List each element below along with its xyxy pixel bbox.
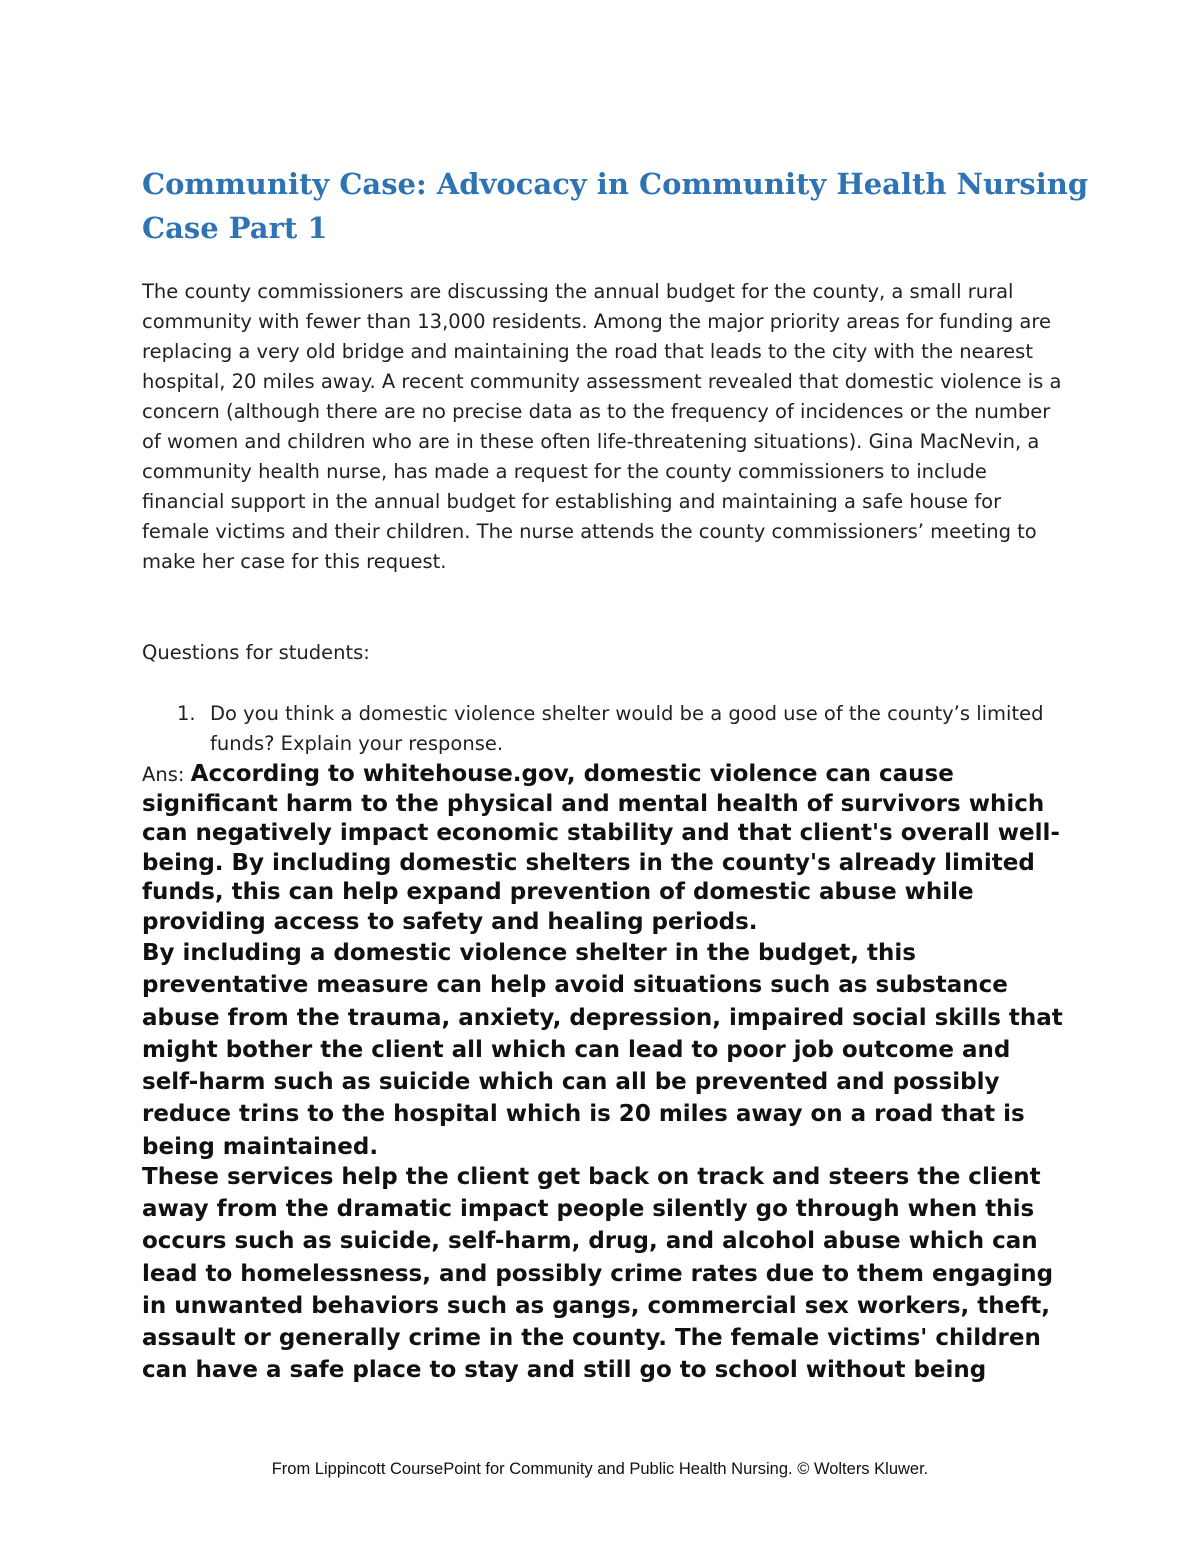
questions-label: Questions for students: — [142, 641, 370, 664]
case-intro-paragraph: The county commissioners are discussing the annual budget for the county, a small rural community with fewer than 13,000 residents. Among the major priority areas for funding are replacing a very old bridge and maintaining the road that leads to the city with the nearest hospital, 20 miles away. A recent community assessment revealed that domestic violence is a concern (although there are no precise data as to the frequency of incidences or the number of women and children who are in these often life-threatening situations). Gina MacNevin, a community health nurse, has made a request for the county commissioners to include financial support in the annual budget for establishing and maintaining a safe house for female victims and their children. The nurse attends the county commissioners’ meeting to make her case for this request. — [142, 280, 1062, 573]
question-number: 1. — [177, 702, 196, 725]
answer-text: According to whitehouse.gov, domestic violence can cause significant harm to the physical and mental health of survivors which can negatively impact economic stability and that client's overall well-being. By including domestic shelters in the county's already limited funds, this can help expand prevention of domestic abuse while providing access to safety and healing periods. — [142, 761, 1060, 935]
page-footer: From Lippincott CoursePoint for Community and Public Health Nursing. © Wolters Kluwer. — [271, 1460, 929, 1478]
answer-paragraph — [142, 760, 1072, 937]
question-item — [142, 699, 1072, 759]
answer-paragraph: These services help the client get back on track and steers the client away from the dramatic impact people silently go through when this occurs such as suicide, self-harm, drug, and alcohol abuse which can lead to homelessness, and possibly crime rates due to them engaging in unwanted behaviors such as gangs, commercial sex workers, theft, assault or generally crime in the county. The female victims' children can have a safe place to stay and still go to school without being — [142, 1164, 1054, 1384]
document-title: Community Case: Advocacy in Community Health Nursing — [142, 167, 1089, 201]
question-list — [142, 699, 1072, 759]
document-subtitle: Case Part 1 — [142, 211, 328, 245]
answer-prefix: Ans: — [142, 763, 191, 786]
question-text: Do you think a domestic violence shelter would be a good use of the county’s limited funds? Explain your response. — [210, 702, 1044, 755]
answer-paragraph: By including a domestic violence shelter in the budget, this preventative measure can help avoid situations such as substance abuse from the trauma, anxiety, depression, impaired social skills that might bother the client all which can lead to poor job outcome and self-harm such as suicide which can all be prevented and possibly reduce trins to the hospital which is 20 miles away on a road that is being maintained. — [142, 940, 1063, 1160]
